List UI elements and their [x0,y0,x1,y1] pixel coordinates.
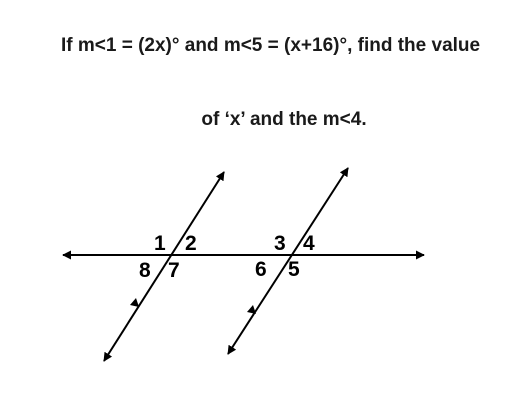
angle-label-4: 4 [303,232,315,255]
parallel-mark-left [130,298,139,307]
question-line-2: of ‘x’ and the m<4. [201,109,367,130]
parallel-line-left [104,172,224,361]
angle-label-3: 3 [274,232,286,255]
question-line-1: If m<1 = (2x)° and m<5 = (x+16)°, find the value [61,35,481,56]
angle-label-2: 2 [185,232,197,255]
angle-label-8: 8 [139,259,151,282]
angle-label-6: 6 [255,258,267,281]
angle-label-1: 1 [154,232,166,255]
angle-label-5: 5 [288,258,300,281]
parallel-mark-right [247,305,256,314]
angle-label-7: 7 [168,259,180,282]
